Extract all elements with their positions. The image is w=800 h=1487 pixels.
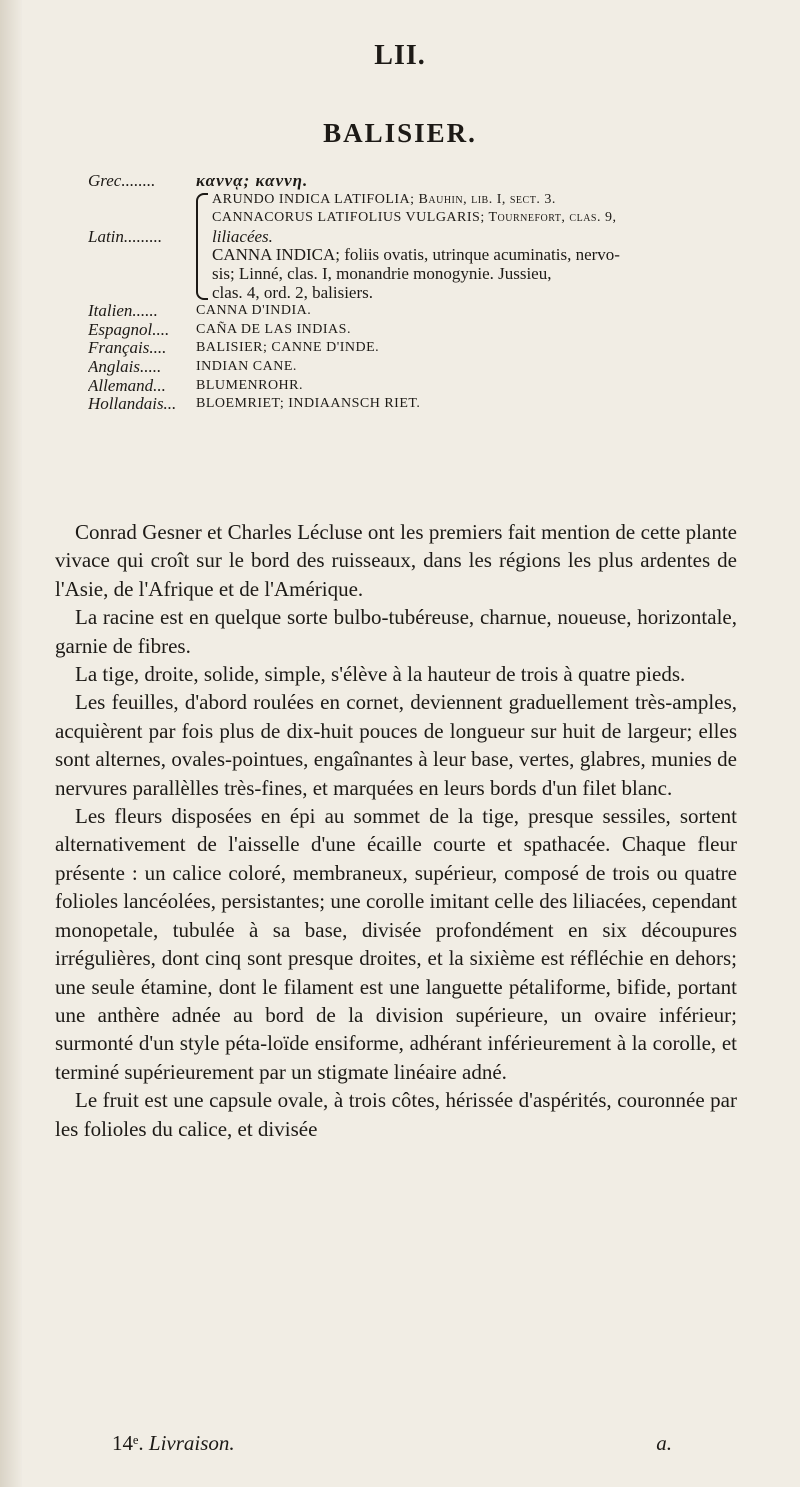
lang-label: Espagnol.... [88,320,170,339]
names-row-latin [88,191,748,303]
paragraph: La tige, droite, solide, simple, s'élève à la hauteur de trois à quatre pieds. [75,662,686,687]
paragraph: Conrad Gesner et Charles Lécluse ont les premiers fait mention de cette plante vivace qui croît sur le bord des ruisseaux, dans les régions les plus ardentes de l'Asie, de l'Afrique et de l'Amérique. [55,520,737,601]
names-row [88,377,748,396]
latin-line: ARUNDO INDICA LATIFOLIA; Bauhin, lib. I, sect. 3. [212,191,556,207]
paragraph: Les feuilles, d'abord roulées en cornet, deviennent graduellement très-amples, acquièrent par fois plus de dix-huit pouces de longueur sur huit de largeur; elles sont alternes, ovales-pointues, engaînantes à leur base, vertes, glabres, munies de nervures parallèlles très-fines, et marquées en leurs bords d'un filet blanc. [55,690,737,800]
page-title: BALISIER. [323,118,477,148]
names-row [88,339,748,358]
latin-line: CANNA INDICA; foliis ovatis, utrinque acuminatis, nervo- [212,245,620,265]
lang-label: Anglais..... [88,357,162,376]
lang-value: CANNA D'INDIA. [196,303,312,319]
latin-line: clas. 4, ord. 2, balisiers. [212,282,373,302]
lang-label: Grec........ [88,172,156,190]
lang-value: BLOEMRIET; INDIAANSCH RIET. [196,396,421,412]
lang-value: INDIAN CANE. [196,358,297,374]
body-text [55,518,737,1143]
page-edge [0,0,22,1487]
names-table [88,172,748,414]
livraison [112,1431,235,1456]
names-row-grec [88,172,748,191]
latin-line: sis; Linné, clas. I, monandrie monogynie. Jussieu, [212,263,552,283]
names-row [88,302,748,321]
plate-number: LII. [374,40,426,71]
lang-label: Hollandais... [88,395,177,414]
latin-synonyms [196,191,748,303]
paragraph: La racine est en quelque sorte bulbo-tubéreuse, charnue, noueuse, horizontale, garnie de fibres. [55,605,737,658]
names-row [88,358,748,377]
livraison-label: Livraison. [148,1431,235,1455]
names-row [88,395,748,414]
paragraph: Le fruit est une capsule ovale, à trois côtes, hérissée d'aspérités, couronnée par les folioles du calice, et divisée [55,1088,737,1141]
names-row [88,321,748,340]
lang-value: BLUMENROHR. [196,377,304,393]
brace [196,193,208,301]
paragraph: Les fleurs disposées en épi au sommet de la tige, presque sessiles, sortent alternativement de l'aisselle d'une écaille courte et spathacée. Chaque fleur présente : un calice coloré, membraneux, supérieur, composé de trois ou quatre folioles lancéolées, persistantes; une corolle imitant celle des liliacées, cependant monopetale, tubulée à sa base, divisée profondément en six découpures irrégulières, dont cinq sont presque droites, et la sixième est réfléchie en dehors; une seule étamine, dont le filament est une languette pétaliforme, bifide, portant une anthère adnée au bord de la division supérieure, un ovaire inférieur; surmonté d'un style péta-loïde ensiforme, adhérant inférieurement à la corolle, et terminé supérieurement par un stigmate linéaire adné. [55,804,737,1084]
lang-label: Italien...... [88,302,158,321]
latin-line: liliacées. [212,226,273,246]
lang-label: Français.... [88,339,167,358]
signature-mark: a. [656,1431,672,1455]
lang-value: BALISIER; CANNE D'INDE. [196,340,380,356]
latin-line: CANNACORUS LATIFOLIUS VULGARIS; Tournefort, clas. 9, [212,210,617,226]
page-footer [112,1431,672,1456]
lang-value: CAÑA DE LAS INDIAS. [196,321,351,337]
lang-label: Latin......... [88,226,163,246]
livraison-number: 14ᵉ. [112,1431,144,1455]
lang-label: Allemand... [88,376,166,395]
latin-lines [212,191,748,303]
lang-value: καννᾳ; καννη. [196,171,309,190]
